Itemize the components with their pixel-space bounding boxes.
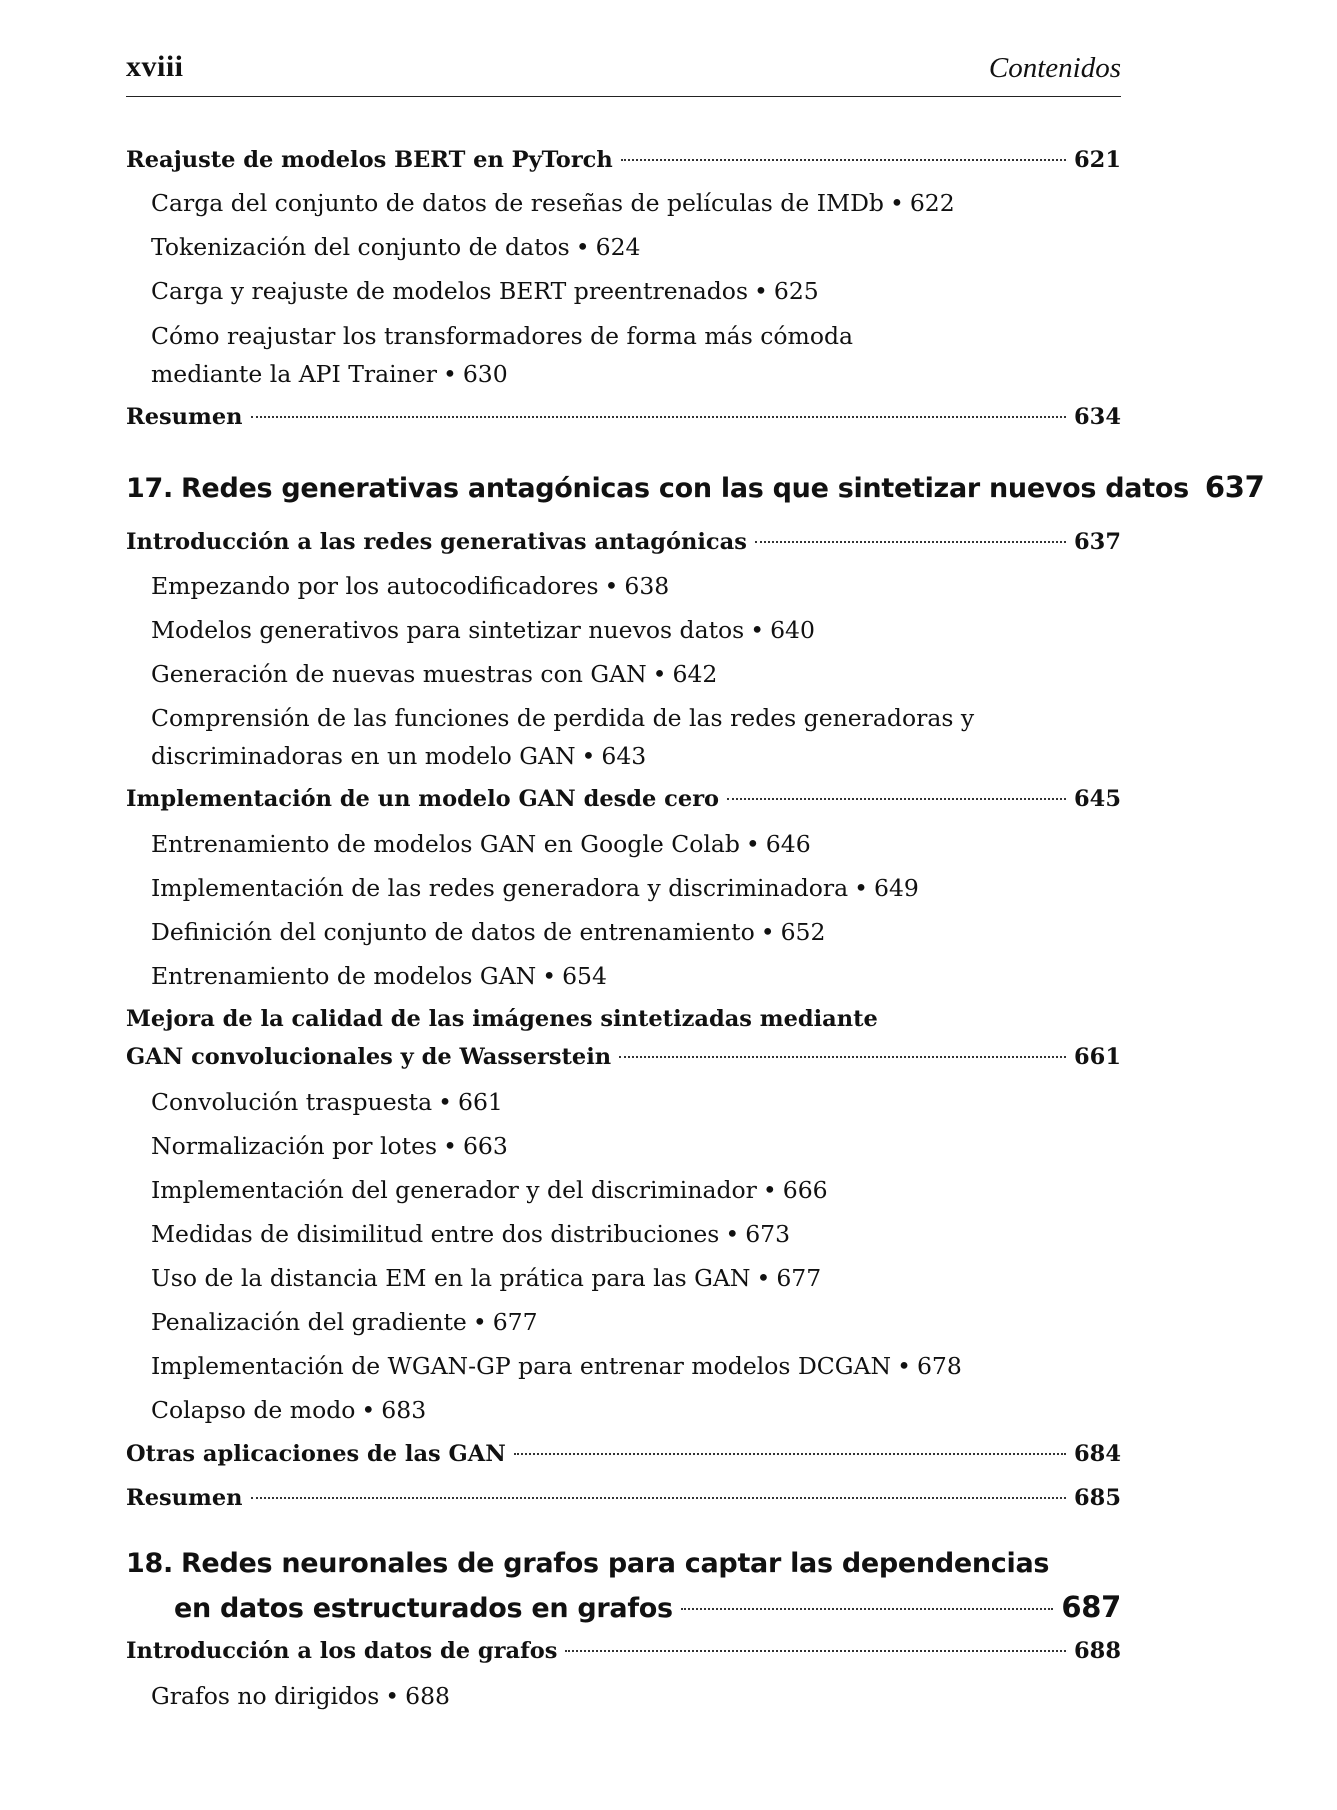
bullet-separator: •	[443, 1132, 457, 1160]
leader-dots	[514, 1453, 1066, 1455]
subsection-page: 666	[782, 1176, 828, 1204]
toc-subsection-line1[interactable]	[151, 704, 1121, 732]
leader-dots	[565, 1650, 1066, 1652]
toc-subsection[interactable]	[151, 1088, 1121, 1116]
subsection-page: 622	[909, 189, 955, 217]
subsection-title: Empezando por los autocodificadores	[151, 572, 599, 600]
subsection-page: 663	[462, 1132, 508, 1160]
toc-chapter-18-line2[interactable]	[174, 1590, 1121, 1624]
chapter-title: Redes neuronales de grafos para captar las dependencias	[180, 1548, 1050, 1579]
leader-dots	[251, 416, 1067, 418]
subsection-title: Generación de nuevas muestras con GAN	[151, 660, 647, 688]
leader-dots	[755, 541, 1066, 543]
subsection-page: 654	[562, 962, 607, 990]
chapter-page: 687	[1061, 1590, 1121, 1624]
toc-section-intro-grafos[interactable]	[126, 1638, 1121, 1664]
subsection-title: Carga del conjunto de datos de reseñas de películas de IMDb	[151, 189, 884, 217]
subsection-title: Carga y reajuste de modelos BERT preentrenados	[151, 277, 749, 305]
subsection-title: Implementación de WGAN-GP para entrenar modelos DCGAN	[151, 1352, 892, 1380]
toc-subsection[interactable]	[151, 233, 1121, 261]
subsection-title: Penalización del gradiente	[151, 1308, 467, 1336]
toc-subsection[interactable]	[151, 616, 1121, 644]
toc-section-resumen[interactable]	[126, 1485, 1121, 1511]
toc-section-mejora-calidad-line2[interactable]	[126, 1044, 1121, 1070]
subsection-title-cont: discriminadoras en un modelo GAN	[151, 742, 576, 770]
toc-section-implementacion-gan[interactable]	[126, 786, 1121, 812]
bullet-separator: •	[604, 572, 619, 600]
toc-subsection[interactable]	[151, 1352, 1121, 1380]
toc-subsection[interactable]	[151, 1308, 1121, 1336]
chapter-title-cont: en datos estructurados en grafos	[174, 1593, 673, 1624]
section-page: 645	[1074, 786, 1121, 812]
bullet-separator: •	[442, 360, 457, 388]
toc-chapter-17[interactable]	[126, 470, 1265, 504]
leader-dots	[621, 159, 1066, 161]
bullet-separator: •	[854, 874, 869, 902]
subsection-title: Tokenización del conjunto de datos	[151, 233, 570, 261]
toc-section-reajuste-bert[interactable]	[126, 147, 1121, 173]
chapter-number: 17.	[126, 473, 173, 504]
bullet-separator: •	[897, 1352, 911, 1380]
toc-section-mejora-calidad-line1[interactable]	[126, 1006, 1121, 1032]
toc-subsection-line2[interactable]	[151, 742, 1121, 770]
toc-subsection[interactable]	[151, 1264, 1121, 1292]
toc-subsection-line2[interactable]	[151, 360, 1121, 388]
subsection-page: 661	[458, 1088, 503, 1116]
section-page: 637	[1074, 529, 1121, 555]
leader-dots	[251, 1497, 1067, 1499]
subsection-title: Modelos generativos para sintetizar nuevos datos	[151, 616, 745, 644]
toc-subsection[interactable]	[151, 277, 1121, 305]
subsection-page: 652	[780, 918, 826, 946]
section-title: Introducción a las redes generativas antagónicas	[126, 529, 747, 555]
subsection-title: Entrenamiento de modelos GAN en Google Colab	[151, 830, 740, 858]
toc-subsection[interactable]	[151, 1396, 1121, 1424]
section-title: Reajuste de modelos BERT en PyTorch	[126, 147, 613, 173]
subsection-page: 683	[381, 1396, 427, 1424]
section-title: Resumen	[126, 404, 243, 430]
bullet-separator: •	[762, 1176, 777, 1204]
subsection-page: 688	[405, 1682, 450, 1710]
section-title: Otras aplicaciones de las GAN	[126, 1441, 506, 1467]
header-rule	[126, 96, 1121, 97]
toc-subsection-line1[interactable]	[151, 322, 1121, 350]
header-page-number: xviii	[126, 50, 184, 83]
subsection-page: 640	[770, 616, 815, 644]
toc-subsection[interactable]	[151, 1132, 1121, 1160]
section-title: Resumen	[126, 1485, 243, 1511]
toc-subsection[interactable]	[151, 189, 1121, 217]
chapter-title: Redes generativas antagónicas con las que sintetizar nuevos datos	[180, 473, 1189, 504]
bullet-separator: •	[889, 189, 904, 217]
bullet-separator: •	[756, 1264, 771, 1292]
toc-subsection[interactable]	[151, 1176, 1121, 1204]
toc-subsection[interactable]	[151, 962, 1121, 990]
subsection-page: 649	[874, 874, 919, 902]
toc-subsection[interactable]	[151, 1682, 1121, 1710]
leader-dots	[727, 798, 1066, 800]
subsection-page: 642	[672, 660, 718, 688]
subsection-title: Cómo reajustar los transformadores de forma más cómoda	[151, 322, 854, 350]
section-page: 684	[1074, 1441, 1121, 1467]
chapter-number: 18.	[126, 1548, 173, 1579]
subsection-page: 624	[595, 233, 641, 261]
subsection-page: 678	[916, 1352, 962, 1380]
section-title-cont: GAN convolucionales y de Wasserstein	[126, 1044, 612, 1070]
toc-section-otras-aplicaciones[interactable]	[126, 1441, 1121, 1467]
section-page: 661	[1074, 1044, 1121, 1070]
toc-subsection[interactable]	[151, 1220, 1121, 1248]
bullet-separator: •	[542, 962, 557, 990]
bullet-separator: •	[472, 1308, 487, 1336]
toc-subsection[interactable]	[151, 572, 1121, 600]
bullet-separator: •	[745, 830, 760, 858]
bullet-separator: •	[385, 1682, 400, 1710]
subsection-title: Uso de la distancia EM en la prática para las GAN	[151, 1264, 751, 1292]
section-page: 688	[1074, 1638, 1121, 1664]
section-page: 621	[1074, 147, 1121, 173]
bullet-separator: •	[760, 918, 775, 946]
section-title: Mejora de la calidad de las imágenes sintetizadas mediante	[126, 1006, 878, 1032]
section-title: Introducción a los datos de grafos	[126, 1638, 558, 1664]
subsection-page: 673	[745, 1220, 791, 1248]
subsection-title-cont: mediante la API Trainer	[151, 360, 437, 388]
bullet-separator: •	[754, 277, 768, 305]
subsection-title: Grafos no dirigidos	[151, 1682, 380, 1710]
section-page: 634	[1074, 404, 1121, 430]
subsection-page: 646	[765, 830, 811, 858]
subsection-page: 630	[462, 360, 508, 388]
toc-section-resumen[interactable]	[126, 404, 1121, 430]
subsection-title: Medidas de disimilitud entre dos distribuciones	[151, 1220, 720, 1248]
subsection-page: 677	[776, 1264, 822, 1292]
subsection-title: Definición del conjunto de datos de entrenamiento	[151, 918, 755, 946]
toc-subsection[interactable]	[151, 918, 1121, 946]
leader-dots	[619, 1056, 1066, 1058]
subsection-page: 638	[624, 572, 670, 600]
section-page: 685	[1074, 1485, 1121, 1511]
subsection-title: Colapso de modo	[151, 1396, 356, 1424]
subsection-page: 643	[601, 742, 647, 770]
bullet-separator: •	[438, 1088, 452, 1116]
subsection-page: 677	[492, 1308, 538, 1336]
subsection-page: 625	[773, 277, 819, 305]
bullet-separator: •	[575, 233, 590, 261]
toc-chapter-18-line1[interactable]	[126, 1548, 1049, 1579]
toc-subsection[interactable]	[151, 830, 1121, 858]
toc-subsection[interactable]	[151, 874, 1121, 902]
toc-subsection[interactable]	[151, 660, 1121, 688]
toc-section-intro-gan[interactable]	[126, 529, 1121, 555]
subsection-title: Implementación de las redes generadora y discriminadora	[151, 874, 849, 902]
subsection-title: Implementación del generador y del discriminador	[151, 1176, 757, 1204]
chapter-page: 637	[1204, 470, 1265, 504]
bullet-separator: •	[581, 742, 596, 770]
leader-dots	[681, 1608, 1054, 1610]
bullet-separator: •	[652, 660, 667, 688]
bullet-separator: •	[725, 1220, 740, 1248]
bullet-separator: •	[361, 1396, 376, 1424]
section-title: Implementación de un modelo GAN desde cero	[126, 786, 720, 812]
subsection-title: Normalización por lotes	[151, 1132, 438, 1160]
subsection-title: Entrenamiento de modelos GAN	[151, 962, 537, 990]
subsection-title: Convolución traspuesta	[151, 1088, 433, 1116]
header-running-title: Contenidos	[988, 52, 1121, 84]
subsection-title: Comprensión de las funciones de perdida de las redes generadoras y	[151, 704, 975, 732]
bullet-separator: •	[750, 616, 765, 644]
